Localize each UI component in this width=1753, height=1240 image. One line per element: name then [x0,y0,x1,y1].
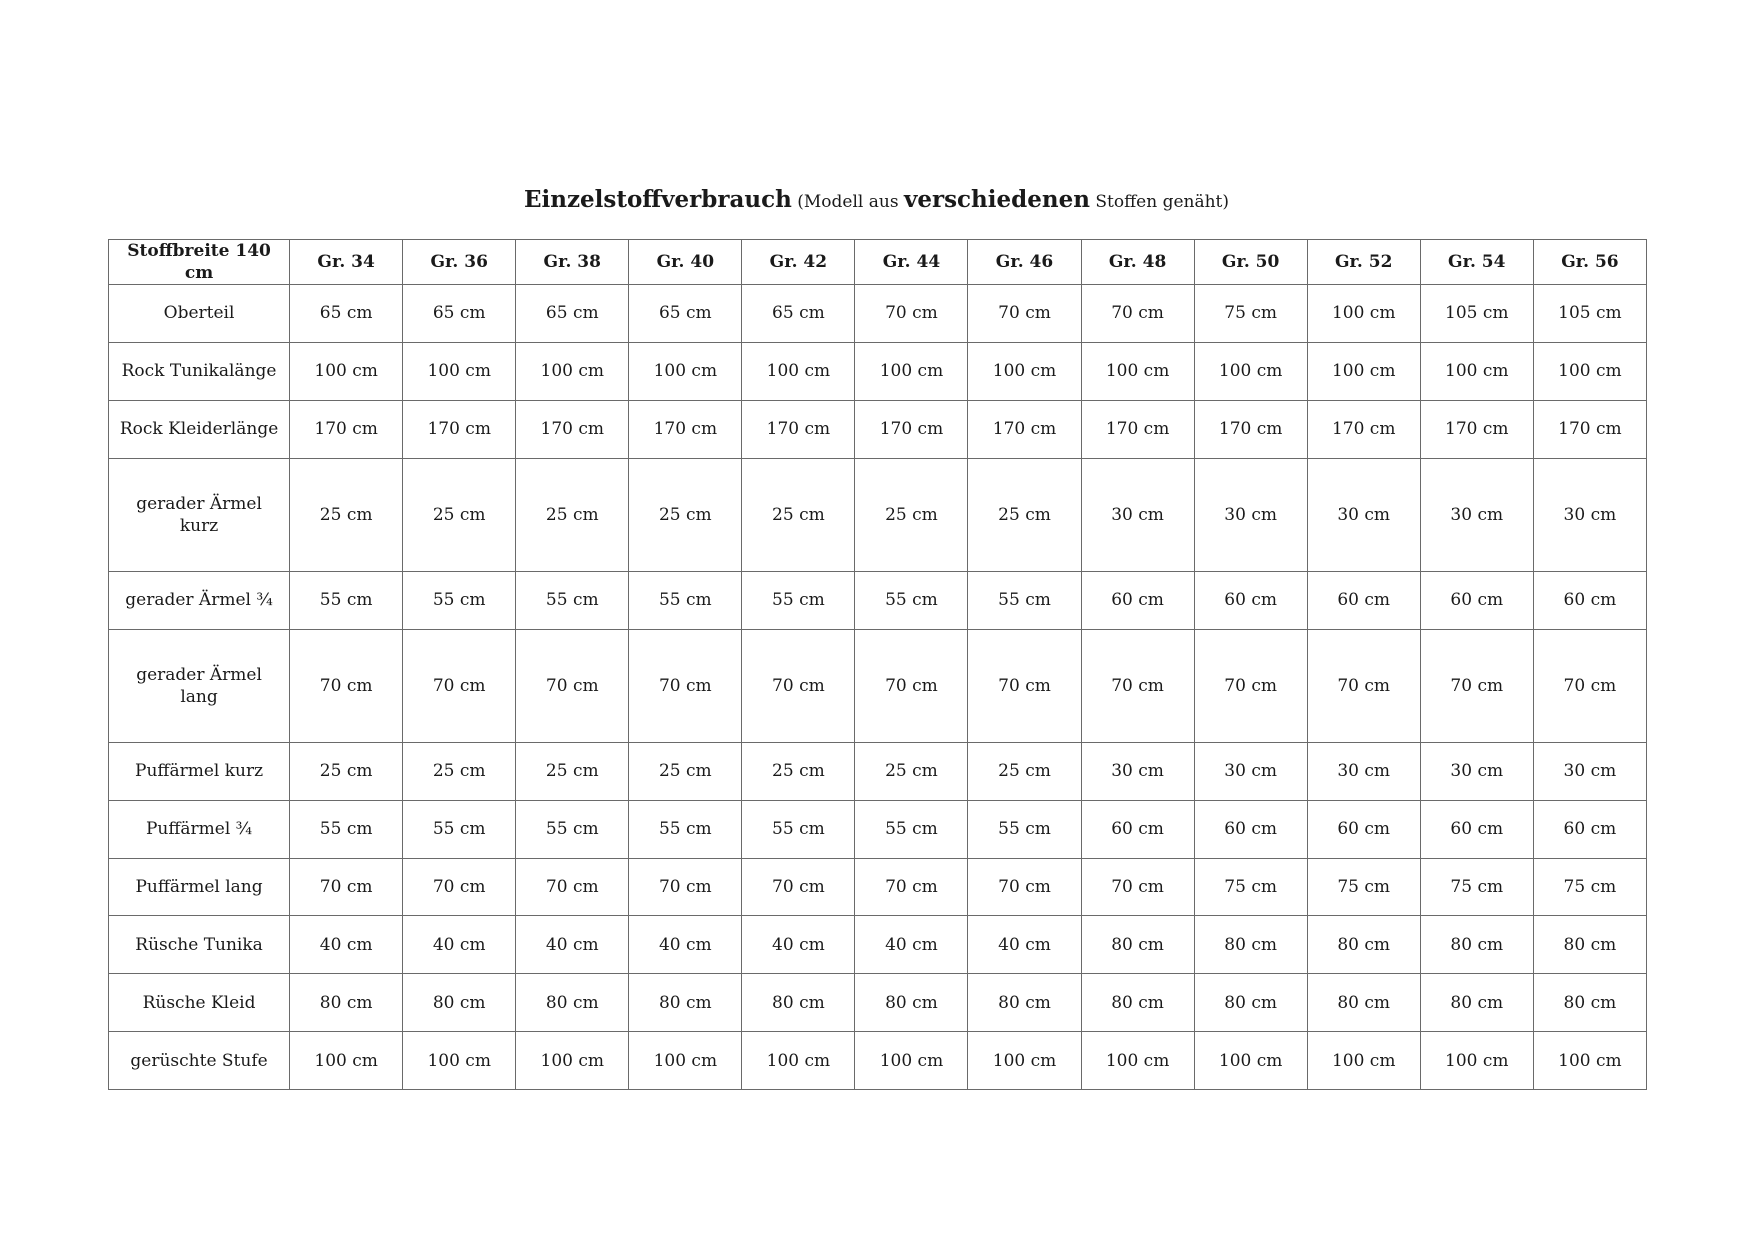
value-cell: 80 cm [1194,916,1307,974]
title-note-end: Stoffen genäht) [1095,192,1230,212]
value-cell: 55 cm [516,800,629,858]
value-cell: 25 cm [629,458,742,571]
size-header-cell: Gr. 42 [742,240,855,285]
row-label-cell: Puffärmel lang [109,858,290,916]
table-header-row [109,240,1647,285]
value-cell: 100 cm [855,342,968,400]
value-cell: 40 cm [290,916,403,974]
value-cell: 70 cm [403,629,516,742]
value-cell: 70 cm [968,858,1081,916]
value-cell: 100 cm [1307,285,1420,343]
value-cell: 70 cm [968,629,1081,742]
value-cell: 25 cm [629,742,742,800]
value-cell: 70 cm [742,629,855,742]
value-cell: 80 cm [403,974,516,1032]
table-row [109,342,1647,400]
value-cell: 170 cm [742,400,855,458]
value-cell: 70 cm [290,629,403,742]
value-cell: 60 cm [1194,800,1307,858]
value-cell: 70 cm [855,285,968,343]
title-main: Einzelstoffverbrauch [523,186,792,213]
table-row [109,974,1647,1032]
value-cell: 75 cm [1194,858,1307,916]
row-label-cell: Oberteil [109,285,290,343]
value-cell: 80 cm [1533,974,1646,1032]
value-cell: 70 cm [1081,858,1194,916]
value-cell: 55 cm [629,571,742,629]
value-cell: 80 cm [516,974,629,1032]
value-cell: 170 cm [1307,400,1420,458]
value-cell: 170 cm [1420,400,1533,458]
value-cell: 25 cm [290,458,403,571]
value-cell: 55 cm [742,571,855,629]
row-label-cell: Rock Kleiderlänge [109,400,290,458]
fabric-consumption-table [108,239,1647,1090]
title-note-start: (Modell aus [797,192,899,212]
value-cell: 30 cm [1533,458,1646,571]
value-cell: 40 cm [516,916,629,974]
value-cell: 30 cm [1420,458,1533,571]
row-label-cell: Rock Tunikalänge [109,342,290,400]
size-header-cell: Gr. 38 [516,240,629,285]
value-cell: 65 cm [629,285,742,343]
value-cell: 55 cm [629,800,742,858]
value-cell: 100 cm [968,1032,1081,1090]
value-cell: 100 cm [516,342,629,400]
table-row [109,571,1647,629]
value-cell: 25 cm [855,742,968,800]
value-cell: 60 cm [1194,571,1307,629]
value-cell: 30 cm [1081,458,1194,571]
table-row [109,629,1647,742]
value-cell: 70 cm [629,629,742,742]
value-cell: 100 cm [629,342,742,400]
value-cell: 70 cm [516,858,629,916]
size-header-cell: Gr. 46 [968,240,1081,285]
value-cell: 170 cm [855,400,968,458]
value-cell: 100 cm [1081,342,1194,400]
value-cell: 100 cm [403,342,516,400]
value-cell: 55 cm [742,800,855,858]
table-row [109,800,1647,858]
value-cell: 40 cm [742,916,855,974]
value-cell: 70 cm [516,629,629,742]
row-label-cell: Rüsche Tunika [109,916,290,974]
row-label-cell: gerader Ärmel ¾ [109,571,290,629]
value-cell: 65 cm [290,285,403,343]
table-row [109,858,1647,916]
value-cell: 25 cm [290,742,403,800]
value-cell: 25 cm [403,458,516,571]
value-cell: 100 cm [1533,1032,1646,1090]
corner-header-cell: Stoffbreite 140 cm [109,240,290,285]
value-cell: 170 cm [290,400,403,458]
value-cell: 100 cm [1081,1032,1194,1090]
row-label-cell: Rüsche Kleid [109,974,290,1032]
value-cell: 30 cm [1307,742,1420,800]
value-cell: 60 cm [1081,571,1194,629]
value-cell: 80 cm [1307,916,1420,974]
value-cell: 30 cm [1194,458,1307,571]
row-label-cell: Puffärmel kurz [109,742,290,800]
value-cell: 30 cm [1307,458,1420,571]
value-cell: 70 cm [1533,629,1646,742]
value-cell: 40 cm [629,916,742,974]
table-row [109,285,1647,343]
value-cell: 75 cm [1533,858,1646,916]
value-cell: 100 cm [1533,342,1646,400]
value-cell: 30 cm [1533,742,1646,800]
value-cell: 170 cm [1081,400,1194,458]
value-cell: 75 cm [1307,858,1420,916]
value-cell: 60 cm [1307,800,1420,858]
value-cell: 70 cm [290,858,403,916]
value-cell: 100 cm [1420,1032,1533,1090]
value-cell: 80 cm [1081,974,1194,1032]
value-cell: 25 cm [855,458,968,571]
table-row [109,742,1647,800]
value-cell: 75 cm [1194,285,1307,343]
value-cell: 55 cm [403,800,516,858]
value-cell: 25 cm [516,742,629,800]
value-cell: 25 cm [403,742,516,800]
value-cell: 70 cm [1081,285,1194,343]
value-cell: 70 cm [1307,629,1420,742]
value-cell: 80 cm [742,974,855,1032]
title-emphasis: verschiedenen [903,186,1090,213]
value-cell: 60 cm [1533,571,1646,629]
value-cell: 25 cm [742,742,855,800]
table-row [109,458,1647,571]
value-cell: 100 cm [629,1032,742,1090]
value-cell: 70 cm [1420,629,1533,742]
value-cell: 70 cm [403,858,516,916]
value-cell: 100 cm [516,1032,629,1090]
value-cell: 80 cm [629,974,742,1032]
value-cell: 70 cm [742,858,855,916]
value-cell: 65 cm [742,285,855,343]
value-cell: 55 cm [968,800,1081,858]
value-cell: 100 cm [742,1032,855,1090]
value-cell: 80 cm [1420,916,1533,974]
table-row [109,916,1647,974]
value-cell: 80 cm [1533,916,1646,974]
value-cell: 25 cm [968,458,1081,571]
value-cell: 100 cm [1307,342,1420,400]
value-cell: 170 cm [403,400,516,458]
value-cell: 70 cm [1194,629,1307,742]
value-cell: 100 cm [855,1032,968,1090]
value-cell: 170 cm [1533,400,1646,458]
size-header-cell: Gr. 34 [290,240,403,285]
size-header-cell: Gr. 56 [1533,240,1646,285]
value-cell: 100 cm [1194,342,1307,400]
value-cell: 100 cm [1194,1032,1307,1090]
table-row [109,1032,1647,1090]
row-label-cell: Puffärmel ¾ [109,800,290,858]
value-cell: 55 cm [290,800,403,858]
size-header-cell: Gr. 48 [1081,240,1194,285]
value-cell: 105 cm [1533,285,1646,343]
value-cell: 65 cm [516,285,629,343]
value-cell: 100 cm [403,1032,516,1090]
value-cell: 100 cm [742,342,855,400]
table-row [109,400,1647,458]
value-cell: 40 cm [855,916,968,974]
value-cell: 80 cm [1081,916,1194,974]
row-label-cell: gerüschte Stufe [109,1032,290,1090]
value-cell: 70 cm [1081,629,1194,742]
value-cell: 60 cm [1081,800,1194,858]
row-label-cell: gerader Ärmel kurz [109,458,290,571]
value-cell: 55 cm [290,571,403,629]
value-cell: 55 cm [516,571,629,629]
value-cell: 60 cm [1420,571,1533,629]
value-cell: 80 cm [855,974,968,1032]
value-cell: 40 cm [403,916,516,974]
row-label-cell: gerader Ärmel lang [109,629,290,742]
table-body [109,285,1647,1090]
size-header-cell: Gr. 40 [629,240,742,285]
value-cell: 65 cm [403,285,516,343]
value-cell: 55 cm [403,571,516,629]
size-header-cell: Gr. 36 [403,240,516,285]
value-cell: 25 cm [516,458,629,571]
value-cell: 70 cm [968,285,1081,343]
value-cell: 80 cm [968,974,1081,1032]
value-cell: 100 cm [1420,342,1533,400]
value-cell: 100 cm [968,342,1081,400]
page-title [0,185,1753,217]
value-cell: 100 cm [290,1032,403,1090]
value-cell: 75 cm [1420,858,1533,916]
value-cell: 70 cm [855,629,968,742]
value-cell: 105 cm [1420,285,1533,343]
value-cell: 80 cm [1420,974,1533,1032]
value-cell: 170 cm [968,400,1081,458]
value-cell: 30 cm [1194,742,1307,800]
size-header-cell: Gr. 44 [855,240,968,285]
value-cell: 55 cm [968,571,1081,629]
value-cell: 55 cm [855,800,968,858]
value-cell: 70 cm [855,858,968,916]
value-cell: 30 cm [1081,742,1194,800]
value-cell: 100 cm [1307,1032,1420,1090]
value-cell: 55 cm [855,571,968,629]
value-cell: 170 cm [1194,400,1307,458]
value-cell: 25 cm [968,742,1081,800]
size-header-cell: Gr. 54 [1420,240,1533,285]
size-header-cell: Gr. 52 [1307,240,1420,285]
value-cell: 80 cm [290,974,403,1032]
value-cell: 60 cm [1533,800,1646,858]
value-cell: 70 cm [629,858,742,916]
value-cell: 80 cm [1194,974,1307,1032]
value-cell: 170 cm [629,400,742,458]
size-header-cell: Gr. 50 [1194,240,1307,285]
value-cell: 40 cm [968,916,1081,974]
value-cell: 25 cm [742,458,855,571]
value-cell: 170 cm [516,400,629,458]
value-cell: 100 cm [290,342,403,400]
value-cell: 80 cm [1307,974,1420,1032]
value-cell: 30 cm [1420,742,1533,800]
value-cell: 60 cm [1420,800,1533,858]
value-cell: 60 cm [1307,571,1420,629]
